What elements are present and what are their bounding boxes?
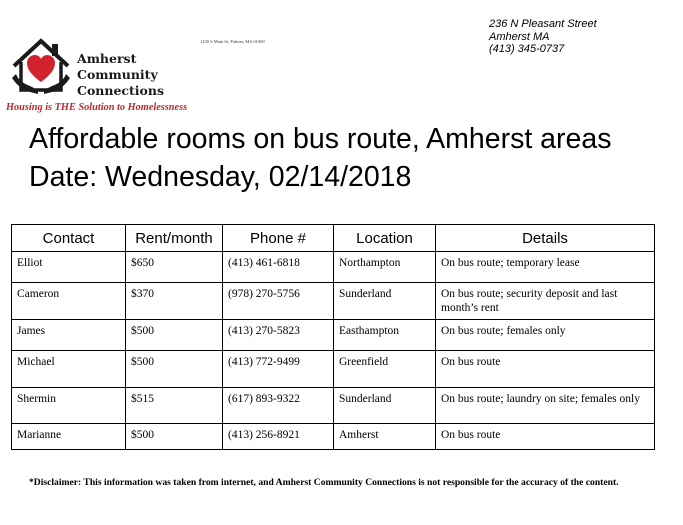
- logo-small-address: 1230 S Main St, Palmer, MA 01069: [200, 39, 265, 44]
- cell-details: On bus route; security deposit and last month’s rent: [436, 283, 655, 320]
- table-row: [12, 351, 655, 388]
- column-header-contact: Contact: [12, 225, 126, 252]
- cell-phone: (978) 270-5756: [223, 283, 334, 320]
- cell-phone: (413) 256-8921: [223, 424, 334, 450]
- rooms-table: [11, 224, 655, 450]
- cell-location: Northampton: [334, 252, 436, 283]
- cell-contact: Shermin: [12, 388, 126, 424]
- column-header-rent: Rent/month: [126, 225, 223, 252]
- cell-phone: (413) 461-6818: [223, 252, 334, 283]
- cell-contact: Marianne: [12, 424, 126, 450]
- cell-rent: $500: [126, 424, 223, 450]
- cell-details: On bus route; females only: [436, 320, 655, 351]
- organization-logo: [6, 38, 191, 116]
- logo-name-line: Connections: [77, 83, 165, 98]
- disclaimer-text: *Disclaimer: This information was taken from internet, and Amherst Community Connections is not responsible for the accuracy of the content.: [29, 477, 619, 488]
- organization-address: [489, 18, 597, 56]
- cell-details: On bus route; temporary lease: [436, 252, 655, 283]
- cell-rent: $370: [126, 283, 223, 320]
- column-header-location: Location: [334, 225, 436, 252]
- cell-location: Amherst: [334, 424, 436, 450]
- cell-details: On bus route: [436, 424, 655, 450]
- house-heart-hands-icon: [10, 38, 72, 98]
- table-row: [12, 320, 655, 351]
- logo-organization-name: [77, 51, 164, 99]
- cell-location: Greenfield: [334, 351, 436, 388]
- title-line: Affordable rooms on bus route, Amherst areas: [29, 123, 612, 155]
- cell-details: On bus route: [436, 351, 655, 388]
- table-row: [12, 388, 655, 424]
- address-street: 236 N Pleasant Street: [489, 18, 597, 30]
- address-city: Amherst MA: [489, 30, 550, 43]
- date-line: Date: Wednesday, 02/14/2018: [29, 161, 412, 193]
- table-header-row: [12, 225, 655, 252]
- cell-contact: Elliot: [12, 252, 126, 283]
- logo-name-line: Community: [77, 67, 158, 82]
- cell-rent: $500: [126, 320, 223, 351]
- cell-phone: (413) 270-5823: [223, 320, 334, 351]
- cell-details: On bus route; laundry on site; females only: [436, 388, 655, 424]
- cell-location: Easthampton: [334, 320, 436, 351]
- cell-rent: $650: [126, 252, 223, 283]
- column-header-phone: Phone #: [223, 225, 334, 252]
- logo-tagline: Housing is THE Solution to Homelessness: [6, 102, 188, 113]
- address-phone: (413) 345-0737: [489, 43, 565, 55]
- table-row: [12, 424, 655, 450]
- cell-rent: $515: [126, 388, 223, 424]
- cell-phone: (413) 772-9499: [223, 351, 334, 388]
- column-header-details: Details: [436, 225, 655, 252]
- table-row: [12, 252, 655, 283]
- cell-location: Sunderland: [334, 283, 436, 320]
- cell-contact: Michael: [12, 351, 126, 388]
- cell-contact: Cameron: [12, 283, 126, 320]
- cell-phone: (617) 893-9322: [223, 388, 334, 424]
- cell-rent: $500: [126, 351, 223, 388]
- logo-name-line: Amherst: [77, 51, 137, 66]
- table-row: [12, 283, 655, 320]
- cell-contact: James: [12, 320, 126, 351]
- cell-location: Sunderland: [334, 388, 436, 424]
- page-title: [29, 120, 611, 196]
